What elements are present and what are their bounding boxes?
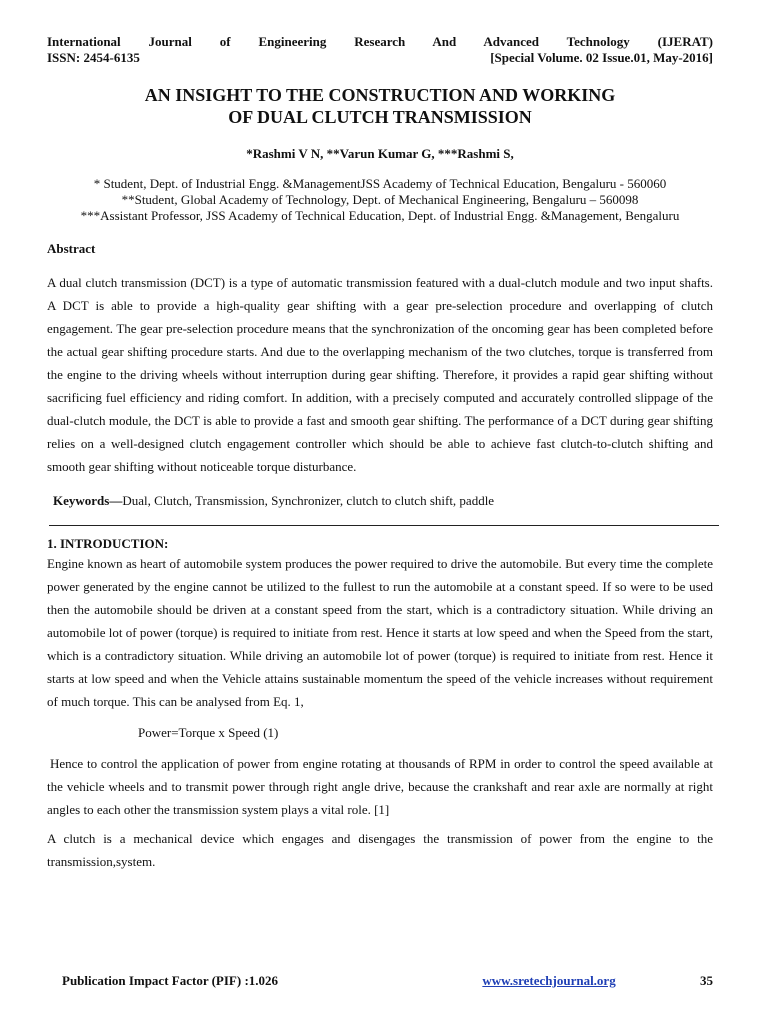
paper-title [47,84,713,128]
authors: *Rashmi V N, **Varun Kumar G, ***Rashmi S, [246,146,514,161]
keywords [47,493,713,509]
journal-header [47,34,713,66]
title-line-1: AN INSIGHT TO THE CONSTRUCTION AND WORKING [144,85,616,105]
affiliation-2: **Student, Global Academy of Technology, Dept. of Mechanical Engineering, Bengaluru – 560098 [121,192,639,207]
title-line-2: OF DUAL CLUTCH TRANSMISSION [228,107,532,127]
keywords-label: Keywords— [53,493,123,508]
abstract-body: A dual clutch transmission (DCT) is a type of automatic transmission featured with a dual-clutch module and two input shafts. A DCT is able to provide a high-quality gear shifting with a gear pre-selection procedure and overlapping of clutch engagement. The gear pre-selection procedure means that the synchronization of the oncoming gear has been completed before the actual gear shifting procedure starts. And due to the overlapping mechanism of the two clutches, torque is transferred from the engine to the driving wheels without interruption during gear shifting. Therefore, it provides a rapid gear shifting without sacrificing fuel efficiency and riding comfort. In addition, with a precisely computed and accurately controlled slippage of the dual-clutch module, the DCT is able to provide a fast and smooth gear shifting. The performance of a DCT during gear shifting relies on a well-designed clutch engagement controller which should be able to achieve fast clutch-to-clutch shifting and smooth gear shifting without noticeable torque disturbance. [47,275,713,474]
impact-factor: Publication Impact Factor (PIF) :1.026 [62,973,279,988]
page-footer [62,973,713,989]
journal-name: International Journal of Engineering Research And Advanced Technology (IJERAT) [47,34,713,49]
introduction-heading: 1. INTRODUCTION: [47,536,169,551]
introduction-paragraph-3: A clutch is a mechanical device which engages and disengages the transmission of power from the engine to the transmission,system. [47,831,713,869]
journal-website-link[interactable]: www.sretechjournal.org [482,973,616,988]
paper-page [47,34,713,873]
section-divider [49,525,719,526]
page-number: 35 [700,973,713,988]
affiliation-1: * Student, Dept. of Industrial Engg. &ManagementJSS Academy of Technical Education, Bengaluru - 560060 [93,176,667,191]
introduction-paragraph-1: Engine known as heart of automobile system produces the power required to drive the automobile. But every time the complete power generated by the engine cannot be utilized to the fullest to run the automobile at a constant speed. If so were to be used then the automobile should be driven at a constant speed from the start, which is a contradictory situation. While driving an automobile lot of power (torque) is required to initiate from rest. Hence it starts at low speed and when the Speed from the start, which is a contradictory situation. While driving an automobile lot of power (torque) is required to initiate from rest. Hence it starts at low speed and when the Vehicle attains sustainable momentum the speed of the vehicle increases without requirement of much torque. This can be analysed from Eq. 1, [47,556,713,709]
introduction-paragraph-2: Hence to control the application of power from engine rotating at thousands of RPM in order to control the speed available at the vehicle wheels and to transmit power through right angle drive, because the crankshaft and rear axle are normally at right angles to each other the transmission system plays a vital role. [1] [47,756,713,817]
affiliation-3: ***Assistant Professor, JSS Academy of Technical Education, Dept. of Industrial Engg. &Management, Bengaluru [80,208,680,223]
affiliations [47,176,713,224]
equation-1: Power=Torque x Speed (1) [138,725,279,740]
volume-info: [Special Volume. 02 Issue.01, May-2016] [490,50,713,65]
issn: ISSN: 2454-6135 [47,50,140,65]
abstract-heading: Abstract [47,241,96,256]
keywords-text: Dual, Clutch, Transmission, Synchronizer, clutch to clutch shift, paddle [122,493,495,508]
